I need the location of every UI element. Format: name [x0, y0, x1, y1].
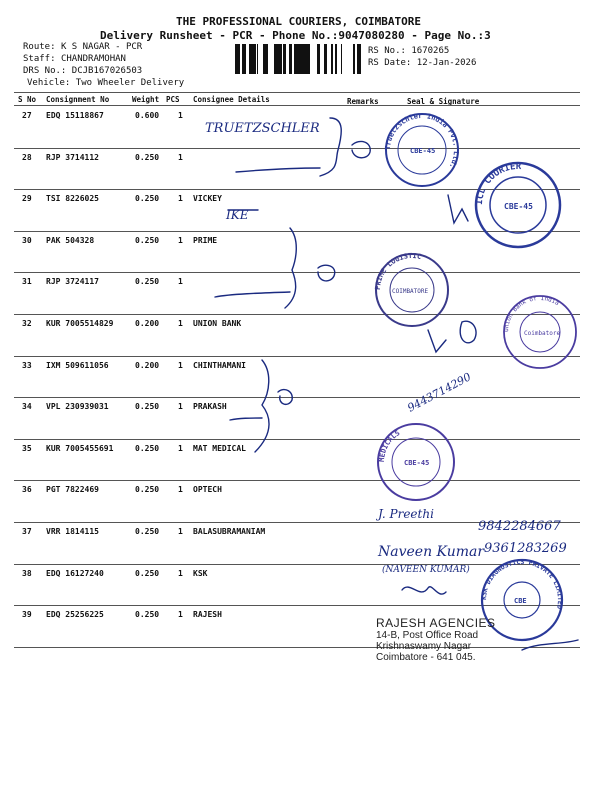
hand-phone-2: 9842284667: [478, 519, 561, 534]
row-weight: 0.200: [135, 319, 160, 328]
hand-naveen-caps: (NAVEEN KUMAR): [382, 565, 470, 575]
row-weight: 0.200: [135, 360, 160, 370]
row-consignee: MAT MEDICAL: [193, 443, 246, 453]
stamp-truetzschler: [384, 112, 460, 186]
svg-text:KSK DIAGNOSTICS PRIVATE LIMITE: KSK DIAGNOSTICS PRIVATE LIMITED: [479, 557, 565, 610]
row-consignee: VICKEY: [193, 194, 222, 204]
rs-no-label: RS No.:: [368, 46, 406, 56]
row-pcs: 1: [178, 235, 183, 245]
stamp-prime-logistic: [374, 252, 448, 326]
row-sno: 27: [22, 111, 32, 120]
row-weight: 0.250: [135, 527, 160, 536]
row-weight: 0.250: [135, 443, 160, 453]
route-label: Route:: [23, 42, 56, 52]
row-weight: 0.600: [135, 111, 160, 120]
stamp-union-bank: [503, 295, 576, 368]
row-pcs: 1: [178, 111, 183, 120]
row-consignee: OPTECH: [193, 485, 222, 495]
svg-text:ICL COURIER: ICL COURIER: [474, 161, 522, 206]
svg-text:CBE-45: CBE-45: [404, 459, 430, 467]
row-weight: 0.250: [135, 568, 160, 578]
svg-text:MEDICALS: MEDICALS: [377, 429, 402, 463]
staff-value: CHANDRAMOHAN: [60, 54, 126, 64]
agency-line3: Coimbatore - 641 045.: [376, 652, 476, 663]
row-consignment: RJP 3714112: [46, 152, 99, 162]
col-remarks: Remarks: [347, 97, 379, 106]
hand-preethi: J. Preethi: [378, 507, 434, 521]
svg-text:Truetzschler India Pvt. Ltd.: Truetzschler India Pvt. Ltd.: [383, 111, 461, 170]
row-consignee: KSK: [193, 568, 208, 578]
row-pcs: 1: [178, 360, 183, 370]
row-pcs: 1: [178, 443, 183, 453]
row-consignment: KUR 7005455691: [46, 443, 114, 453]
route-value: K S NAGAR - PCR: [60, 42, 143, 52]
row-sno: 33: [22, 360, 32, 370]
row-pcs: 1: [178, 194, 183, 204]
row-pcs: 1: [178, 402, 183, 412]
row-consignee: RAJESH: [193, 610, 222, 620]
row-sno: 31: [22, 277, 32, 287]
drs-value: DCJB167026503: [71, 66, 143, 76]
row-weight: 0.250: [135, 235, 160, 245]
svg-text:COIMBATORE: COIMBATORE: [392, 288, 429, 295]
rs-no-value: 1670265: [411, 46, 450, 56]
row-consignment: PGT 7822469: [46, 485, 99, 495]
row-weight: 0.250: [135, 194, 160, 204]
row-consignment: KUR 7005514829: [46, 319, 114, 328]
row-sno: 36: [22, 485, 32, 495]
row-weight: 0.250: [135, 402, 160, 412]
vehicle-value: Two Wheeler Delivery: [75, 78, 185, 88]
row-consignment: RJP 3724117: [46, 277, 99, 287]
hand-phone-3: 9361283269: [484, 541, 567, 556]
row-consignment: EDQ 16127240: [46, 568, 104, 578]
row-sno: 35: [22, 443, 32, 453]
row-pcs: 1: [178, 152, 183, 162]
col-sno: S No: [18, 95, 37, 104]
col-seal: Seal & Signature: [407, 97, 480, 106]
row-consignment: VPL 230939031: [46, 402, 109, 412]
agency-stamp: [376, 616, 496, 663]
hand-truetzschler: TRUETZSCHLER: [205, 121, 320, 136]
row-pcs: 1: [178, 485, 183, 495]
hand-phone-1: 9443714290: [405, 370, 474, 415]
agency-name: RAJESH AGENCIES: [376, 616, 496, 630]
row-consignment: EDQ 15118867: [46, 111, 104, 120]
staff-label: Staff:: [23, 54, 56, 64]
row-pcs: 1: [178, 527, 183, 536]
runsheet-title: Delivery Runsheet - PCR - Phone No.:9047080280 - Page No.:3: [100, 29, 491, 42]
row-consignee: BALASUBRAMANIAM: [193, 527, 266, 536]
col-pcs: PCS: [166, 95, 180, 104]
hand-ike: IKE: [226, 208, 249, 222]
stamp-icl-courier: [475, 162, 560, 247]
row-weight: 0.250: [135, 610, 160, 620]
row-consignment: IXM 509611056: [46, 360, 109, 370]
row-weight: 0.250: [135, 152, 160, 162]
col-weight: Weight: [132, 95, 160, 104]
row-pcs: 1: [178, 319, 183, 328]
col-consignee: Consignee Details: [193, 95, 270, 104]
row-sno: 32: [22, 319, 32, 328]
vehicle-label: Vehicle:: [27, 78, 71, 88]
row-pcs: 1: [178, 277, 183, 287]
hand-naveen: Naveen Kumar: [378, 544, 485, 560]
svg-text:PRIME LOGISTIC: PRIME LOGISTIC: [373, 251, 423, 291]
company-title: THE PROFESSIONAL COURIERS, COIMBATORE: [176, 15, 422, 28]
row-weight: 0.250: [135, 277, 160, 287]
row-consignee: CHINTHAMANI: [193, 360, 246, 370]
row-sno: 30: [22, 235, 32, 245]
row-sno: 39: [22, 610, 32, 620]
row-consignment: TSI 8226025: [46, 194, 99, 204]
row-weight: 0.250: [135, 485, 160, 495]
svg-text:CBE-45: CBE-45: [410, 147, 436, 155]
agency-line1: 14-B, Post Office Road: [376, 630, 479, 641]
row-pcs: 1: [178, 610, 183, 620]
drs-label: DRS No.:: [23, 66, 67, 76]
svg-text:CBE-45: CBE-45: [504, 202, 533, 211]
row-consignee: PRAKASH: [193, 402, 227, 412]
row-sno: 28: [22, 152, 32, 162]
svg-text:Coimbatore: Coimbatore: [524, 330, 561, 337]
rs-date-label: RS Date:: [368, 58, 412, 68]
svg-text:Union Bank of India: Union Bank of India: [502, 294, 561, 333]
row-consignment: VRR 1814115: [46, 527, 99, 536]
row-sno: 37: [22, 527, 32, 536]
row-consignee: PRIME: [193, 235, 218, 245]
row-sno: 29: [22, 194, 32, 204]
row-sno: 38: [22, 568, 32, 578]
row-pcs: 1: [178, 568, 183, 578]
rs-date-value: 12-Jan-2026: [416, 58, 477, 68]
stamp-medicals: [378, 424, 454, 500]
col-consignment: Consignment No: [46, 95, 110, 104]
svg-text:CBE: CBE: [514, 597, 527, 605]
row-consignment: PAK 504328: [46, 235, 95, 245]
row-consignee: UNION BANK: [193, 319, 242, 328]
agency-line2: Krishnaswamy Nagar: [376, 641, 472, 652]
row-sno: 34: [22, 402, 32, 412]
row-consignment: EDQ 25256225: [46, 610, 104, 620]
